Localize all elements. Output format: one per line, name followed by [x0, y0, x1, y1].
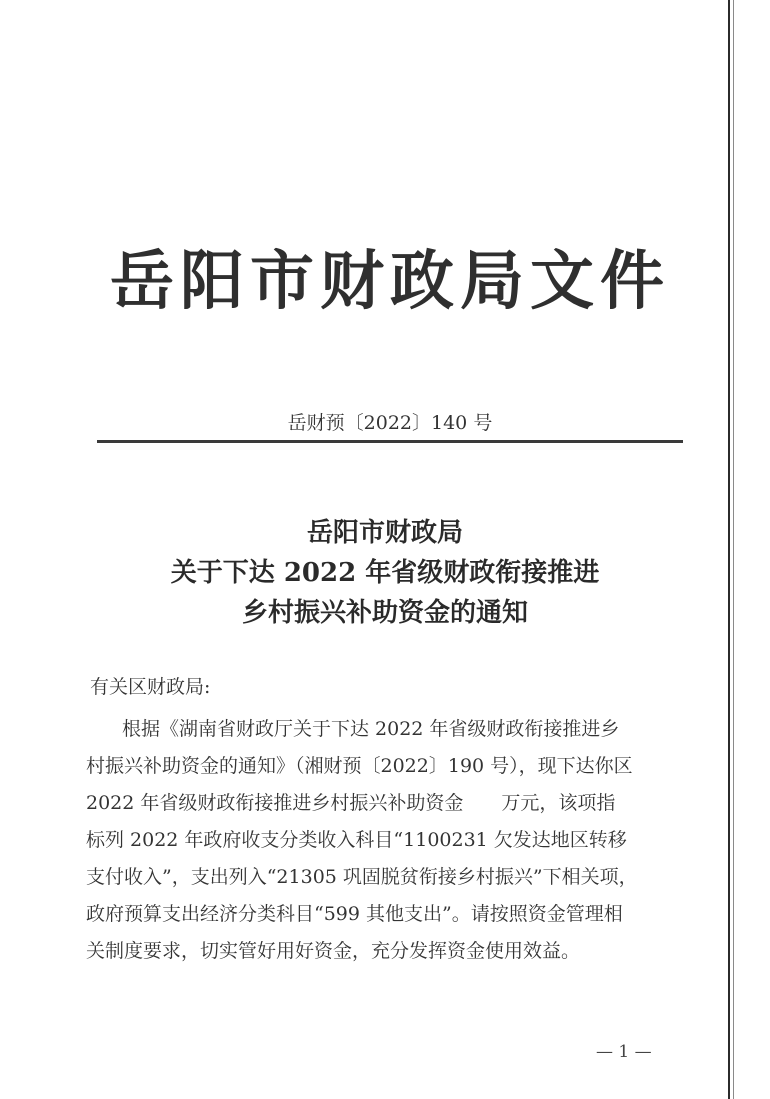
body-line: 支付收入”，支出列入“21305 巩固脱贫衔接乡村振兴”下相关项，: [86, 866, 638, 888]
notice-title-line-3: 乡村振兴补助资金的通知: [241, 598, 528, 628]
notice-title-line-1: 岳阳市财政局: [306, 518, 463, 548]
page-edge-line: [728, 0, 730, 1099]
salutation: 有关区财政局:: [90, 676, 211, 698]
document-header-title: 岳阳市财政局文件: [110, 245, 670, 319]
body-line: 标列 2022 年政府收支分类收入科目“1100231 欠发达地区转移: [86, 829, 627, 851]
body-line: 根据《湖南省财政厅关于下达 2022 年省级财政衔接推进乡: [122, 718, 620, 740]
body-line: 关制度要求，切实管好用好资金，充分发挥资金使用效益。: [86, 940, 581, 962]
page-edge-line-thin: [733, 0, 734, 1099]
page-number: — 1 —: [596, 1042, 652, 1062]
document-number: 岳财预〔2022〕140 号: [287, 412, 493, 434]
body-line: 2022 年省级财政衔接推进乡村振兴补助资金 万元，该项指: [86, 792, 616, 814]
notice-title-line-2: 关于下达 2022 年省级财政衔接推进: [170, 558, 600, 588]
body-line: 村振兴补助资金的通知》（湘财预〔2022〕190 号），现下达你区: [86, 755, 633, 777]
body-line: 政府预算支出经济分类科目“599 其他支出”。请按照资金管理相: [86, 903, 623, 925]
header-divider: [97, 440, 683, 443]
